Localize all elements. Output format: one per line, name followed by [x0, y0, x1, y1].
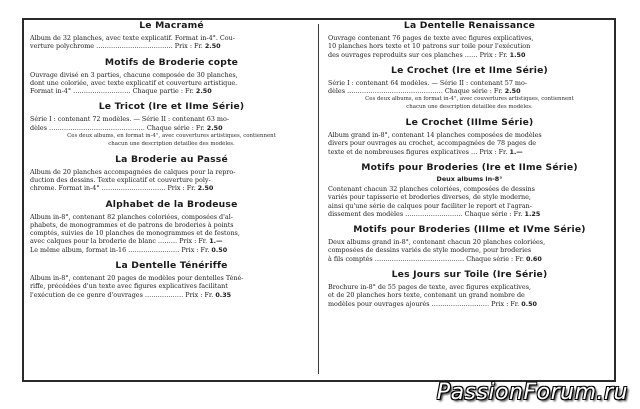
line-text: Album de 20 planches accompagnées de calques pour la repro- [30, 167, 236, 176]
entry-title: Le Macramé [139, 20, 204, 31]
entry-title: Motifs pour Broderies (IIIme et IVme Série) [353, 224, 586, 236]
entry-note: Ces deux albums, en format in-4°, avec couvertures artistiques, contiennent [67, 133, 276, 140]
line-text: Album in-8°, contenant 82 planches coloriées, composées d'al- [30, 212, 233, 221]
line-text: l'exécution de ce genre d'ouvrages ……………… Prix : Fr. [30, 290, 216, 299]
entry-text-line [30, 71, 313, 79]
entry-text-line [30, 184, 313, 192]
entry-text-line [328, 210, 611, 218]
entry-text-line [30, 124, 313, 132]
catalog-entry [328, 162, 611, 218]
catalog-entry [328, 65, 611, 111]
line-text: dissement des modèles ……………………… Chaque série : Fr. [328, 209, 525, 218]
catalog-entry [30, 57, 313, 96]
entry-text-line [328, 246, 611, 254]
line-text: dèles ……………………………………… Chaque série : Fr. [30, 123, 207, 132]
entry-text-line [328, 148, 611, 156]
line-text: des ouvrages reproduits sur ces planches …… Prix : Fr. [328, 50, 510, 59]
entry-note: chacun une description détaillée des modèles. [406, 104, 533, 111]
right-column [328, 20, 611, 314]
price-value: 0.35 [215, 290, 232, 299]
line-text: duction des dessins. Texte explicatif et couverture poly- [30, 175, 211, 184]
catalog-entry [30, 101, 313, 147]
price-value: 0.50 [211, 245, 228, 254]
entry-text-line [328, 291, 611, 299]
entry-text-line [328, 283, 611, 291]
entry-text-line [30, 274, 313, 282]
entry-text-line [328, 202, 611, 210]
entry-text-line [30, 115, 313, 123]
line-text: riffe, précédées d'un texte avec figures explicatives facilitant [30, 282, 228, 291]
price-value: 0.60 [526, 254, 542, 263]
entry-text-line [328, 255, 611, 263]
line-text: divers pour ouvrages au crochet, accompagnées de 78 pages de [328, 139, 537, 148]
price-value: 2.50 [204, 42, 221, 51]
entry-text-line [30, 291, 313, 299]
entry-text-line [30, 87, 313, 95]
line-text: dont une coloriée, avec texte explicatif et couverture artistique. [30, 78, 238, 87]
entry-text-line [30, 246, 313, 254]
entry-title: Motifs de Broderie copte [104, 56, 239, 68]
line-text: verture polychrome ……………………………… Prix : Fr. [30, 42, 205, 51]
entry-text-line [328, 300, 611, 308]
entry-text-line [328, 42, 611, 50]
line-text: Le même album, format in-16 …………………… Prix : Fr. [30, 245, 212, 254]
entry-text-line [30, 176, 313, 184]
entry-text-line [30, 221, 313, 229]
price-value: 2.50 [195, 87, 212, 96]
price-value: 0.50 [521, 299, 537, 308]
entry-text-line [30, 282, 313, 290]
entry-text-line [30, 34, 313, 42]
entry-title: Les Jours sur Toile (Ire Série) [391, 269, 548, 281]
entry-text-line [328, 79, 611, 87]
line-text: Album grand in-8°, contenant 14 planches composées de modèles [328, 131, 542, 140]
entry-title: La Dentelle Ténériffe [115, 260, 228, 272]
price-value: 2.50 [206, 123, 223, 132]
catalog-entry [30, 154, 313, 193]
line-text: comptés, suivies de 10 planches de monogrammes et de festons, [30, 229, 240, 238]
line-text: Série I : contenant 72 modèles. — Série II : contenant 63 mo- [30, 115, 229, 124]
line-text: variés pour tapisserie et broderies diverses, de style moderne, [328, 193, 531, 202]
catalog-entry [30, 199, 313, 254]
entry-title: Le Crochet (IIIme Série) [405, 117, 534, 129]
entry-text-line [30, 79, 313, 87]
watermark: PassionForum.ru [436, 380, 628, 405]
entry-text-line [328, 185, 611, 193]
line-text: et de 20 planches hors texte, contenant un grand nombre de [328, 291, 525, 300]
entry-note: Ces deux albums, en format in-4°, avec couvertures artistiques, contiennent [365, 96, 574, 103]
entry-text-line [328, 51, 611, 59]
catalog-entry [30, 260, 313, 299]
line-text: composées de dessins variés de style moderne, pour broderies [328, 246, 532, 255]
entry-subtitle: Deux albums in-8° [436, 174, 503, 183]
entry-text-line [30, 42, 313, 50]
line-text: avec calques pour la broderie de blanc ……… Prix : Fr. [30, 237, 210, 246]
line-text: Série I : contenant 64 modèles. — Série II : contenant 57 mo- [328, 78, 527, 87]
line-text: Brochure in-8° de 55 pages de texte, avec figures explicatives, [328, 283, 532, 292]
entry-text-line [30, 213, 313, 221]
price-value: 2.50 [504, 87, 521, 96]
line-text: chrome. Format in-4° ………………………… Prix : Fr. [30, 184, 198, 193]
catalog-entry [328, 117, 611, 156]
line-text: Album in-8°, contenant 20 pages de modèles pour dentelles Téné- [30, 274, 244, 283]
price-value: 1.50 [509, 50, 526, 59]
left-column [30, 20, 313, 305]
entry-text-line [328, 238, 611, 246]
line-text: Deux albums grand in-8°, contenant chacun 20 planches coloriées, [328, 238, 546, 247]
line-text: dèles ……………………………………… Chaque série : Fr. [328, 87, 505, 96]
entry-title: Le Crochet (Ire et IIme Série) [391, 64, 548, 76]
entry-title: Alphabet de la Brodeuse [105, 198, 238, 210]
entry-text-line [328, 87, 611, 95]
line-text: Album de 32 planches, avec texte explicatif. Format in-4°. Cou- [30, 34, 235, 42]
entry-note: chacun une description détaillée des modèles. [108, 140, 235, 147]
entry-text-line [30, 237, 313, 245]
line-text: 10 planches hors texte et 10 patrons sur toile pour l'exécution [328, 42, 531, 51]
entry-text-line [30, 168, 313, 176]
price-value: 1.25 [524, 209, 541, 218]
price-value: 1.— [209, 237, 223, 246]
line-text: Format in-4° ……………………… Chaque partie : Fr. [30, 87, 196, 96]
entry-text-line [328, 193, 611, 201]
catalog-entry [328, 20, 611, 59]
entry-text-line [328, 139, 611, 147]
catalog-entry [328, 224, 611, 263]
line-text: phabets, de monogrammes et de patrons de broderies à points [30, 220, 234, 229]
line-text: ainsi qu'une série de calques pour faciliter le report et l'agran- [328, 201, 532, 210]
price-value: 2.50 [197, 184, 214, 193]
entry-title: La Broderie au Passé [115, 153, 228, 165]
entry-text-line [328, 131, 611, 139]
line-text: à fils comptés …………………………………… Chaque série : Fr. [328, 254, 527, 263]
price-value: 1.— [509, 147, 523, 156]
line-text: modèles pour ouvrages ajourés ……………………… Prix : Fr. [328, 299, 522, 308]
line-text: Ouvrage contenant 76 pages de texte avec figures explicatives, [328, 34, 534, 42]
catalog-entry [328, 269, 611, 308]
entry-title: La Dentelle Renaissance [403, 20, 536, 31]
entry-title: Motifs pour Broderies (Ire et IIme Série) [361, 161, 578, 173]
entry-title: Le Tricot (Ire et IIme Série) [98, 101, 245, 113]
line-text: Ouvrage divisé en 3 parties, chacune composée de 30 planches, [30, 70, 238, 79]
entry-text-line [328, 34, 611, 42]
column-divider [318, 24, 319, 374]
entry-text-line [30, 229, 313, 237]
line-text: Contenant chacun 32 planches coloriées, composées de dessins [328, 184, 535, 193]
catalog-entry [30, 20, 313, 51]
line-text: texte et de nombreuses figures explicatives … Prix : Fr. [328, 147, 510, 156]
